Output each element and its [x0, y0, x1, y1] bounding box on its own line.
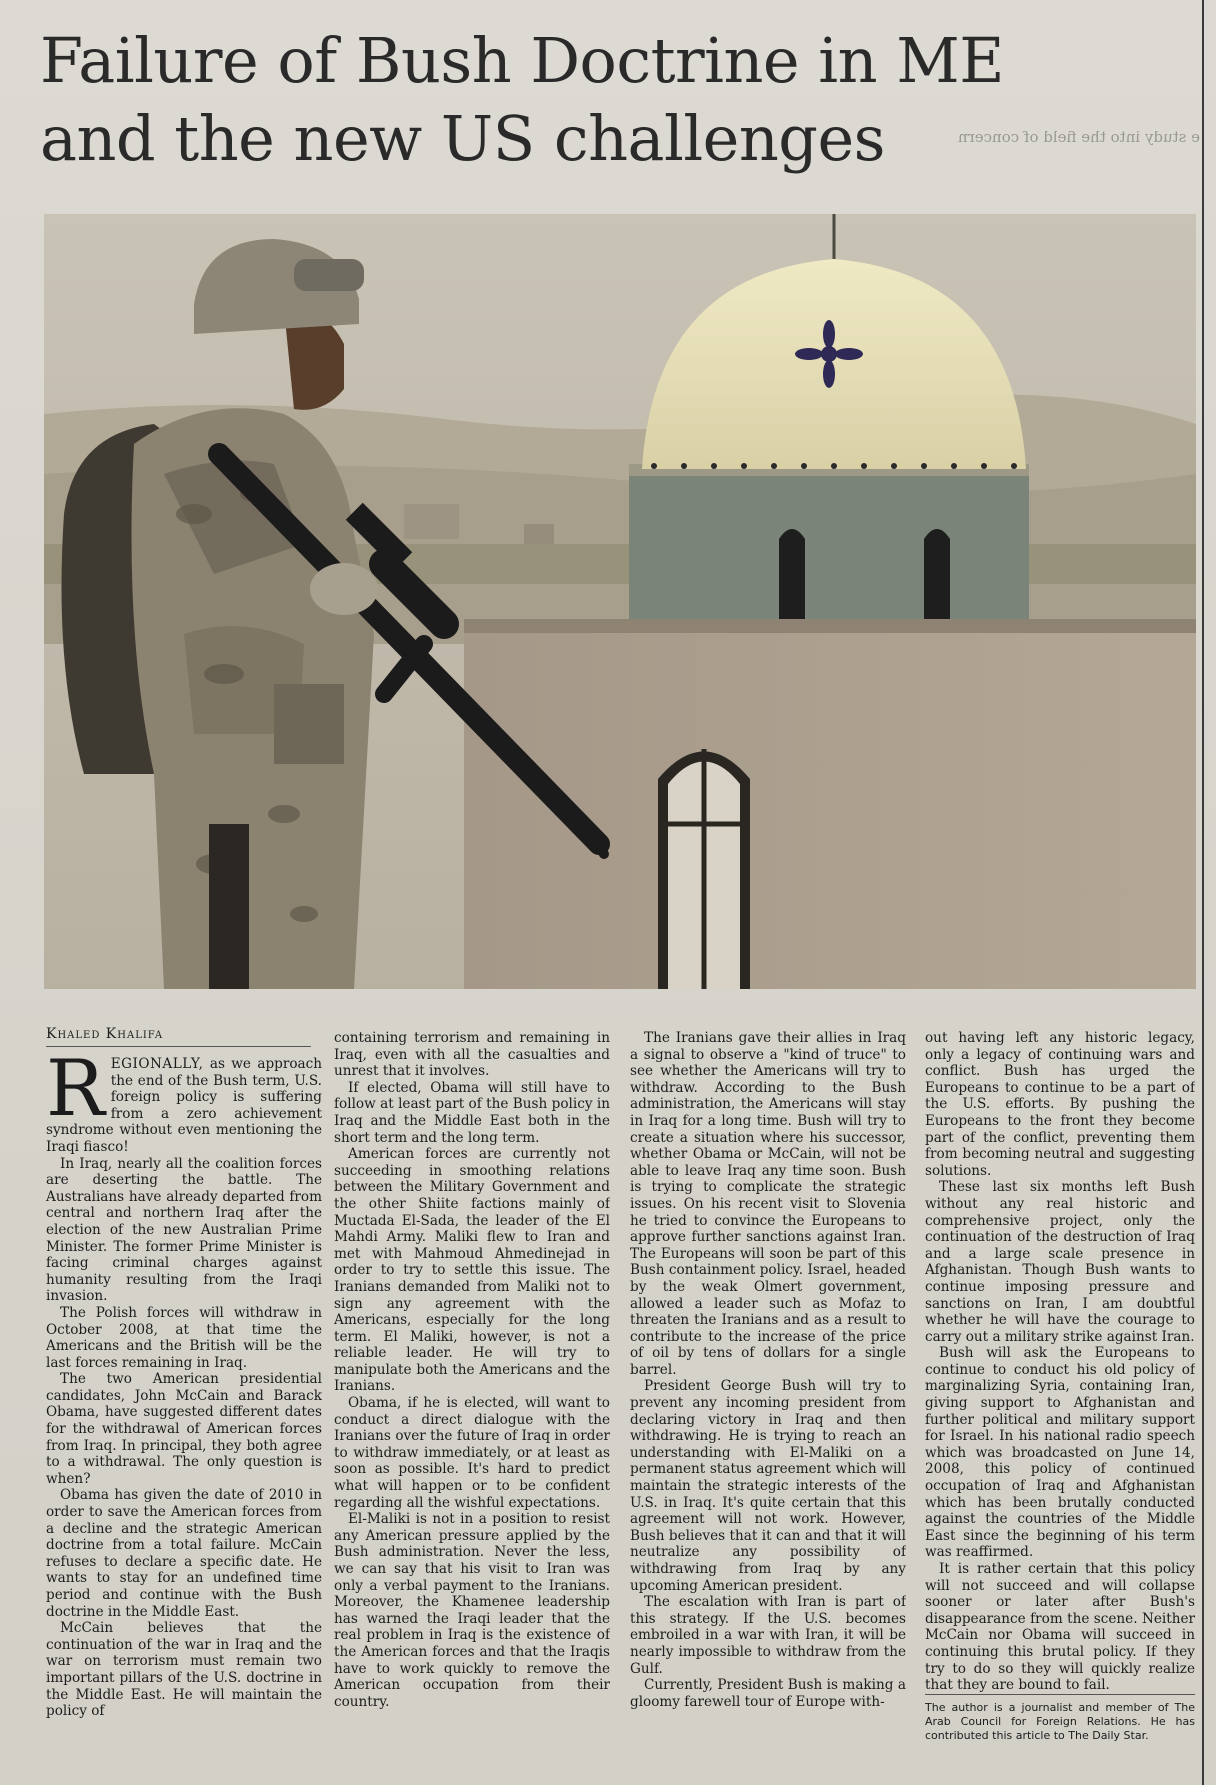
paragraph: out having left any historic legacy, only a legacy of continuing wars and conflict. Bush has urged the Europeans to continue to be a part of the U.S. efforts. By pushing the Europeans to the front they become part of the conflict, preventing them from becoming neutral and suggesting solutions.	[925, 1030, 1195, 1179]
soldier-mosque-illustration	[44, 214, 1196, 989]
paragraph: McCain believes that the continuation of the war in Iraq and the war on terrorism must remain two important pillars of the U.S. doctrine in the Middle East. He will maintain the policy of	[46, 1620, 322, 1720]
column-3	[630, 1030, 906, 1775]
drop-cap: R	[46, 1056, 105, 1134]
byline: Khaled Khalifa	[46, 1026, 311, 1047]
paragraph: President George Bush will try to prevent any incoming president from declaring victory in Iraq and then withdrawing. He is trying to reach an understanding with El-Maliki on a permanent status agreement which will maintain the strategic interests of the U.S. in Iraq. It's quite certain that this agreement will not work. However, Bush believes that it can and that it will neutralize any possibility of withdrawing from Iraq by any upcoming American president.	[630, 1378, 906, 1594]
paragraph: Currently, President Bush is making a gloomy farewell tour of Europe with-	[630, 1677, 906, 1710]
paragraph: The Polish forces will withdraw in October 2008, at that time the Americans and the British will be the last forces remaining in Iraq.	[46, 1304, 322, 1371]
column-2	[334, 1030, 610, 1775]
lead-caps: EGIONALLY,	[110, 1056, 204, 1072]
article-photo	[44, 214, 1196, 989]
paragraph: In Iraq, nearly all the coalition forces are deserting the battle. The Australians have already departed from central and northern Iraq after the election of the new Australian Prime Minister. The former Prime Minister is facing criminal charges against humanity resulting from the Iraqi invasion.	[46, 1155, 322, 1305]
paragraph: containing terrorism and remaining in Iraq, even with all the casualties and unrest that it involves.	[334, 1030, 610, 1080]
paragraph: Obama, if he is elected, will want to conduct a direct dialogue with the Iranians over the future of Iraq in order to withdraw immediately, or at least as soon as possible. It's hard to predict what will happen or to be confident regarding all the wishful expectations.	[334, 1395, 610, 1511]
paragraph: American forces are currently not succeeding in smoothing relations between the Military Government and the other Shiite factions mainly of Muctada El-Sada, the leader of the El Mahdi Army. Maliki flew to Iran and met with Mahmoud Ahmedinejad in order to try to settle this issue. The Iranians demanded from Maliki not to sign any agreement with the Americans, especially for the long term. El Maliki, however, is not a reliable leader. He will try to manipulate both the Americans and the Iranians.	[334, 1146, 610, 1395]
paragraph: The two American presidential candidates, John McCain and Barack Obama, have suggested different dates for the withdrawal of American forces from Iraq. In principal, they both agree to a withdrawal. The only question is when?	[46, 1371, 322, 1487]
paragraph: The Iranians gave their allies in Iraq a signal to observe a "kind of truce" to see whether the Americans will try to withdraw. According to the Bush administration, the Americans will stay in Iraq for a long time. Bush will try to create a situation where his successor, whether Obama or McCain, will not be able to leave Iraq any time soon. Bush is trying to complicate the strategic issues. On his recent visit to Slovenia he tried to convince the Europeans to approve further sanctions against Iran. The Europeans will soon be part of this Bush containment policy. Israel, headed by the weak Olmert government, allowed a leader such as Mofaz to threaten the Iranians and as a result to contribute to the increase of the price of oil by tens of dollars for a single barrel.	[630, 1030, 906, 1378]
paragraph: Obama has given the date of 2010 in order to save the American forces from a decline and the strategic American doctrine from a total failure. McCain refuses to declare a specific date. He wants to stay for an undefined time period and continue with the Bush doctrine in the Middle East.	[46, 1487, 322, 1620]
lead-paragraph	[46, 1056, 322, 1156]
paragraph: Bush will ask the Europeans to continue to conduct his old policy of marginalizing Syria, containing Iran, giving support to Afghanistan and further political and military support for Israel. In his national radio speech which was broadcasted on June 14, 2008, this policy of continued occupation of Iraq and Afghanistan which has been brutally conducted against the countries of the Middle East since the beginning of his term was reaffirmed.	[925, 1345, 1195, 1561]
paragraph: If elected, Obama will still have to follow at least part of the Bush policy in Iraq and the Middle East both in the short term and the long term.	[334, 1079, 610, 1146]
paragraph: It is rather certain that this policy will not succeed and will collapse sooner or later after Bush's disappearance from the scene. Neither McCain nor Obama will succeed in continuing this brutal policy. If they try to do so they will quickly realize that they are bound to fail.	[925, 1561, 1195, 1694]
author-note: The author is a journalist and member of The Arab Council for Foreign Relations. He has contributed this article to The Daily Star.	[925, 1694, 1195, 1743]
column-rule	[1202, 0, 1204, 1785]
column-1	[46, 1056, 322, 1776]
headline	[40, 22, 1190, 178]
paragraph: These last six months left Bush without any real historic and comprehensive project, only the continuation of the destruction of Iraq and a large scale presence in Afghanistan. Though Bush wants to continue imposing pressure and sanctions on Iran, I am doubtful whether he will have the courage to carry out a military strike against Iran.	[925, 1179, 1195, 1345]
headline-line-2: and the new US challenges	[40, 102, 885, 175]
headline-line-1: Failure of Bush Doctrine in ME	[40, 24, 1005, 97]
paragraph: as we approach the end of the Bush term, U.S. foreign policy is suffering from a zero achievement syndrome without even mentioning the Iraqi fiasco!	[46, 1056, 322, 1155]
bleed-through-text: e study into the field of concern	[957, 128, 1200, 146]
column-4	[925, 1030, 1195, 1775]
paragraph: The escalation with Iran is part of this strategy. If the U.S. becomes embroiled in a war with Iran, it will be nearly impossible to withdraw from the Gulf.	[630, 1594, 906, 1677]
paragraph: El-Maliki is not in a position to resist any American pressure applied by the Bush administration. Never the less, we can say that his visit to Iran was only a verbal payment to the Iranians. Moreover, the Khamenee leadership has warned the Iraqi leader that the real problem in Iraq is the existence of the American forces and that the Iraqis have to work quickly to remove the American occupation from their country.	[334, 1511, 610, 1710]
